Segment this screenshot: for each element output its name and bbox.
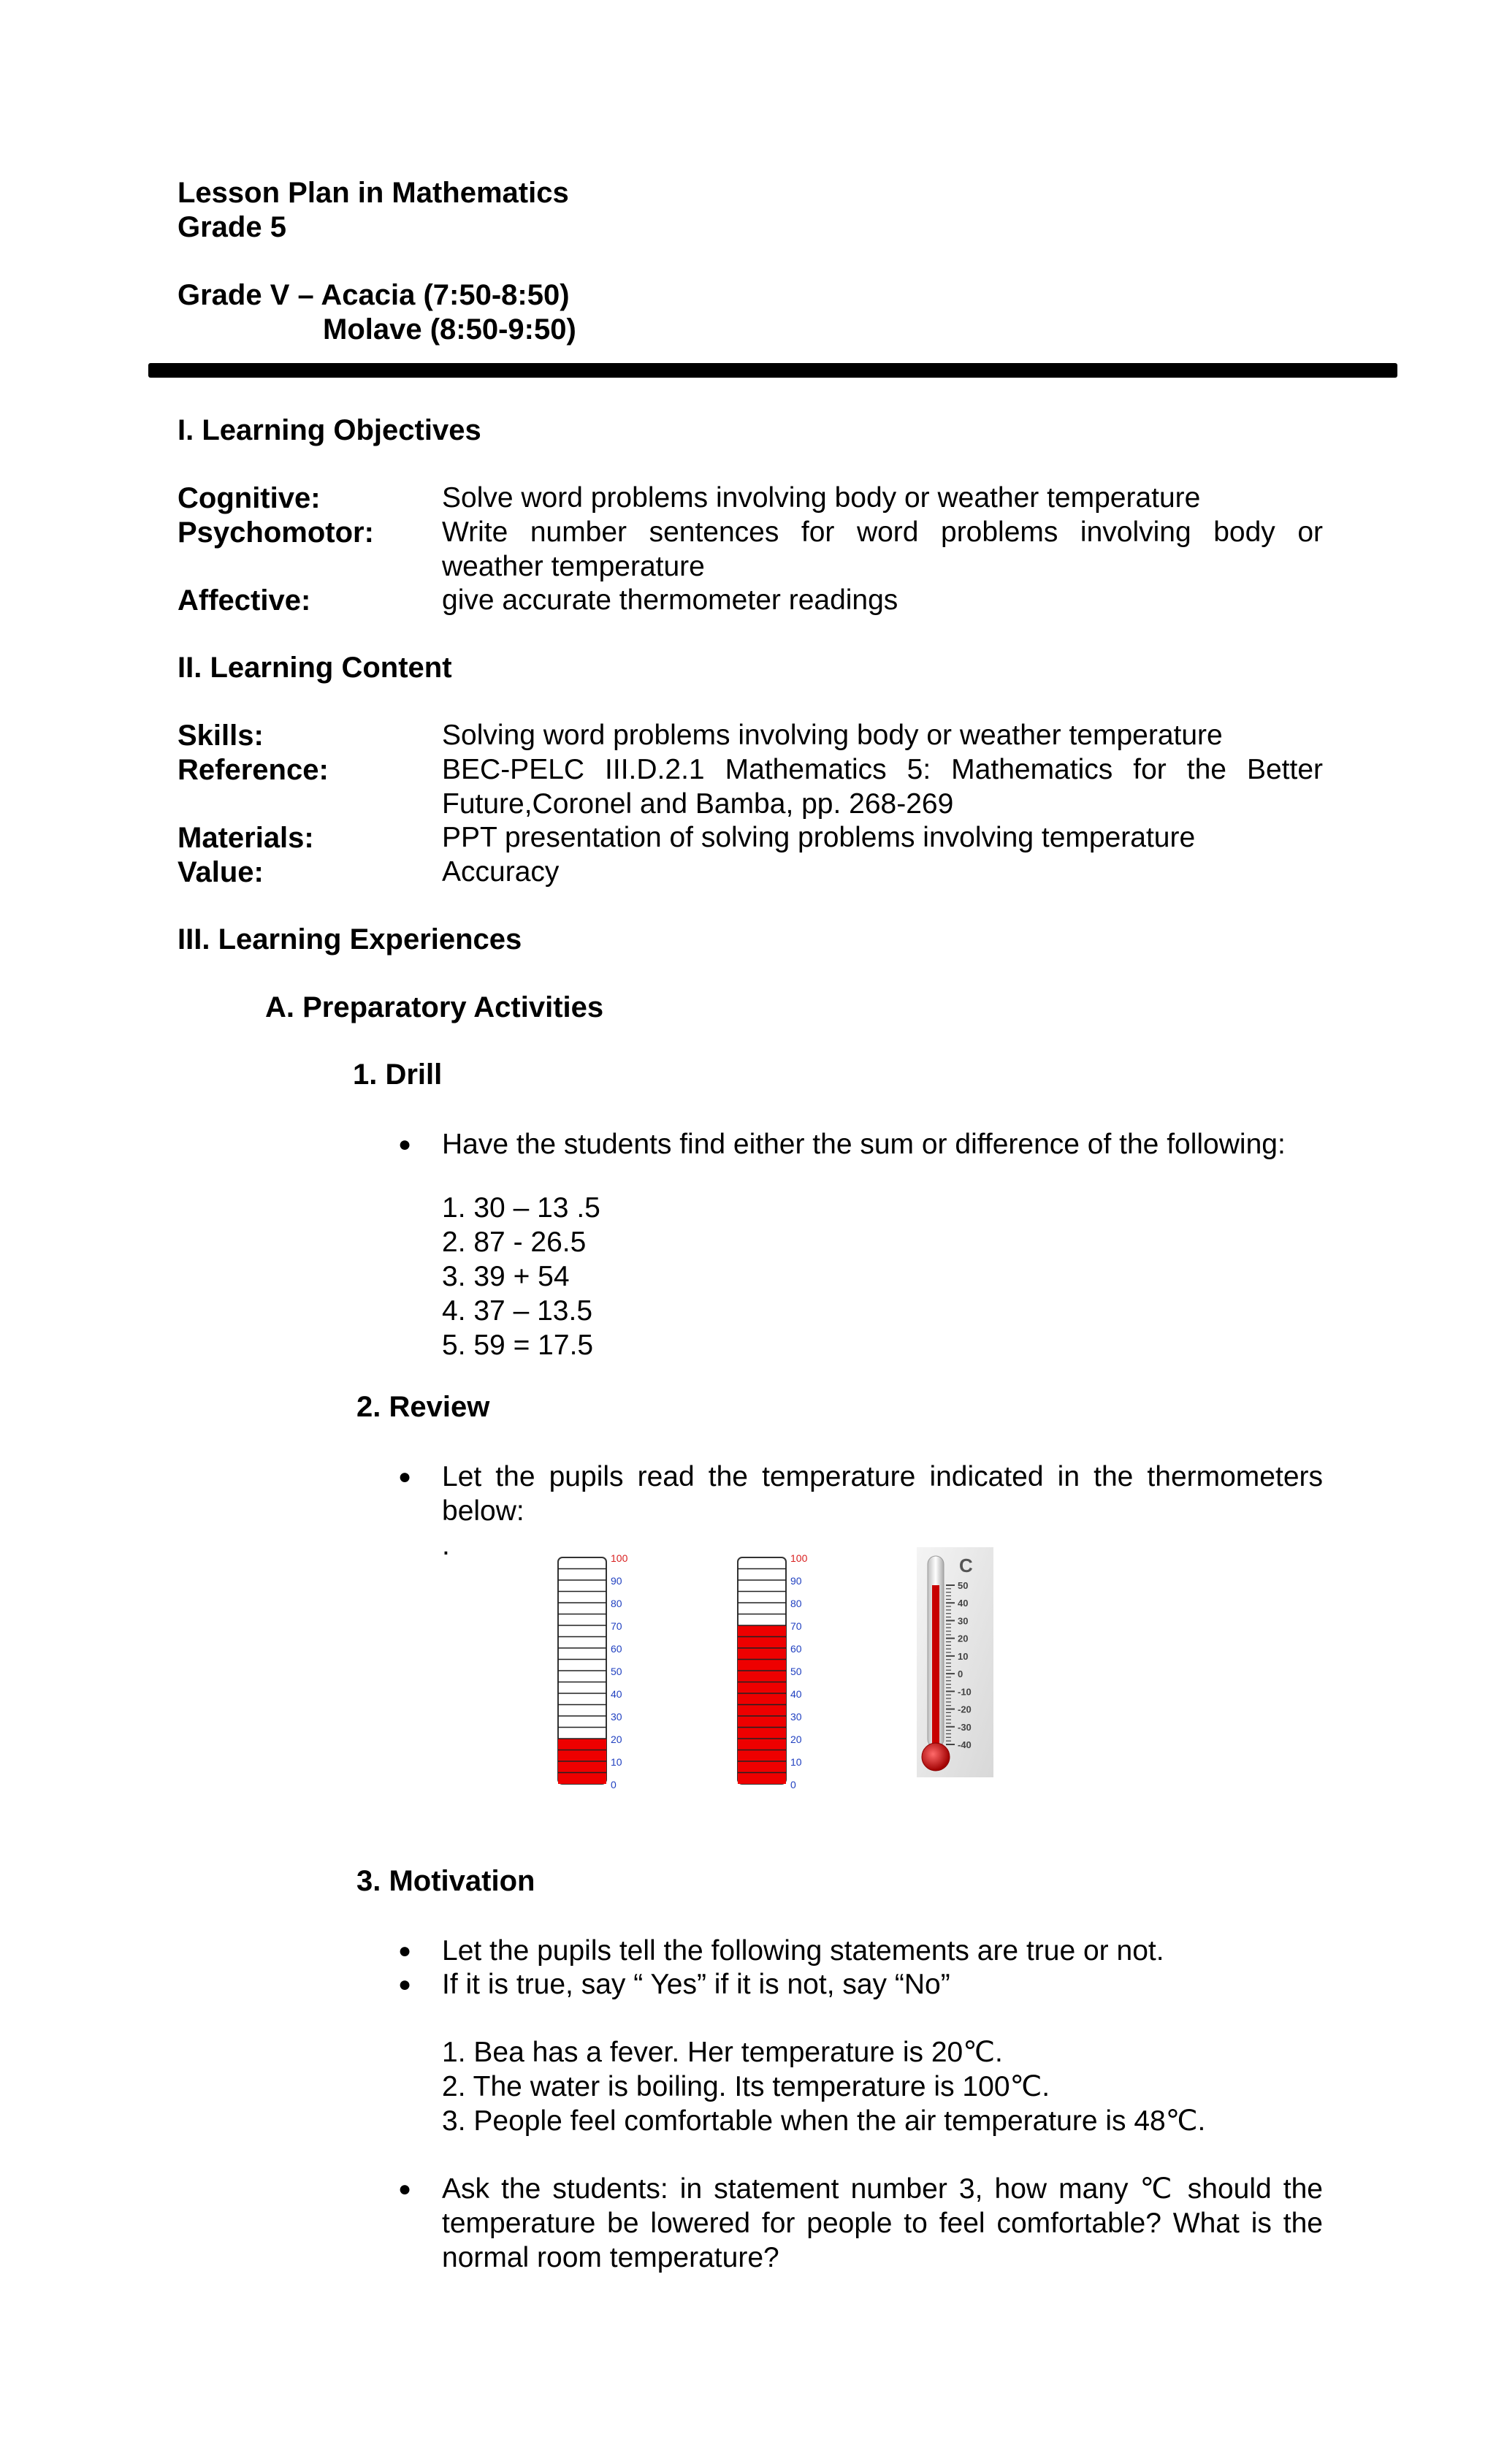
reference-label: Reference: bbox=[178, 754, 329, 786]
affective-text: give accurate thermometer readings bbox=[442, 584, 898, 616]
thermometer-1-scale-label: 70 bbox=[611, 1620, 622, 1632]
schedule-acacia: Grade V – Acacia (7:50-8:50) bbox=[178, 279, 570, 311]
preparatory-heading: A. Preparatory Activities bbox=[265, 991, 604, 1023]
drill-list bbox=[442, 1191, 600, 1362]
psychomotor-text-line1: Write number sentences for word problems involving body or bbox=[442, 516, 1323, 548]
thermometer-1-scale-label: 10 bbox=[611, 1756, 622, 1768]
materials-text: PPT presentation of solving problems involving temperature bbox=[442, 822, 1196, 853]
thermometer-2-scale-label: 70 bbox=[790, 1620, 802, 1632]
thermometer-celsius-label: 40 bbox=[958, 1598, 969, 1609]
objectives-heading: I. Learning Objectives bbox=[178, 414, 481, 446]
list-item: 2. 87 - 26.5 bbox=[442, 1227, 587, 1258]
thermometer-2-scale-label: 30 bbox=[790, 1711, 802, 1723]
reference-text-line1: BEC-PELC III.D.2.1 Mathematics 5: Mathematics for the Better bbox=[442, 754, 1323, 785]
review-dot: . bbox=[442, 1530, 450, 1561]
thermometer-2-scale-label: 80 bbox=[790, 1598, 802, 1609]
list-item: 1. 30 – 13 .5 bbox=[442, 1192, 600, 1224]
question-line3: normal room temperature? bbox=[442, 2242, 779, 2273]
cognitive-text: Solve word problems involving body or weather temperature bbox=[442, 482, 1201, 514]
header-divider bbox=[148, 363, 1397, 378]
thermometer-1-scale-label: 80 bbox=[611, 1598, 622, 1609]
drill-bullet-icon: ● bbox=[398, 1132, 412, 1156]
thermometer-celsius-label: -30 bbox=[958, 1721, 972, 1733]
grade-label: Grade 5 bbox=[178, 211, 286, 243]
list-item: 2. The water is boiling. Its temperature is 100℃. bbox=[442, 2071, 1050, 2102]
review-instruction-line1: Let the pupils read the temperature indicated in the thermometers bbox=[442, 1461, 1323, 1492]
thermometer-celsius-label: 10 bbox=[958, 1650, 969, 1662]
question-line1: Ask the students: in statement number 3, how many ℃ should the bbox=[442, 2173, 1323, 2205]
thermometer-celsius-label: 30 bbox=[958, 1615, 969, 1627]
thermometer-2-scale-label: 20 bbox=[790, 1733, 802, 1745]
psychomotor-label: Psychomotor: bbox=[178, 516, 374, 549]
review-bullet-icon: ● bbox=[398, 1465, 412, 1489]
thermometer-2-scale-label: 0 bbox=[790, 1779, 796, 1790]
list-item: 3. People feel comfortable when the air temperature is 48℃. bbox=[442, 2105, 1206, 2137]
motivation-bullet-icon: ● bbox=[398, 1972, 412, 1996]
thermometer-celsius bbox=[917, 1547, 993, 1777]
motivation-bullet-icon: ● bbox=[398, 1939, 412, 1963]
skills-label: Skills: bbox=[178, 720, 264, 752]
motivation-heading: 3. Motivation bbox=[356, 1865, 535, 1897]
motivation-instruction-2: If it is true, say “ Yes” if it is not, say “No” bbox=[442, 1969, 950, 2000]
list-item: 4. 37 – 13.5 bbox=[442, 1295, 593, 1327]
cognitive-label: Cognitive: bbox=[178, 482, 321, 514]
motivation-instruction-1: Let the pupils tell the following statements are true or not. bbox=[442, 1935, 1164, 1967]
thermometer-celsius-label: 50 bbox=[958, 1580, 969, 1591]
thermometer-2-scale-label: 10 bbox=[790, 1756, 802, 1768]
thermometer-2-scale-label: 40 bbox=[790, 1688, 802, 1700]
thermometer-1-scale-label: 100 bbox=[611, 1552, 628, 1564]
schedule-molave: Molave (8:50-9:50) bbox=[323, 313, 576, 346]
content-heading: II. Learning Content bbox=[178, 652, 452, 684]
motivation-statements bbox=[442, 2035, 1205, 2138]
reference-text-line2: Future,Coronel and Bamba, pp. 268-269 bbox=[442, 788, 954, 820]
drill-instruction: Have the students find either the sum or difference of the following: bbox=[442, 1129, 1286, 1160]
review-instruction-line2: below: bbox=[442, 1495, 524, 1527]
thermometer-2-scale-label: 50 bbox=[790, 1666, 802, 1677]
thermometer-celsius-label: -10 bbox=[958, 1686, 972, 1698]
thermometer-2-scale-label: 60 bbox=[790, 1643, 802, 1655]
thermometer-celsius-label: 20 bbox=[958, 1633, 969, 1644]
question-line2: temperature be lowered for people to feel comfortable? What is the bbox=[442, 2208, 1323, 2239]
experiences-heading: III. Learning Experiences bbox=[178, 923, 522, 956]
list-item: 1. Bea has a fever. Her temperature is 20℃. bbox=[442, 2037, 1003, 2068]
thermometer-1-scale-label: 90 bbox=[611, 1575, 622, 1587]
thermometer-1-scale-label: 0 bbox=[611, 1779, 617, 1790]
value-label: Value: bbox=[178, 856, 264, 888]
psychomotor-text-line2: weather temperature bbox=[442, 551, 705, 582]
list-item: 3. 39 + 54 bbox=[442, 1261, 570, 1292]
thermometer-1-scale-label: 50 bbox=[611, 1666, 622, 1677]
skills-text: Solving word problems involving body or weather temperature bbox=[442, 720, 1223, 751]
thermometer-2 bbox=[733, 1552, 828, 1793]
celsius-unit-label: C bbox=[959, 1555, 973, 1576]
review-heading: 2. Review bbox=[356, 1391, 490, 1423]
thermometer-2-scale-label: 90 bbox=[790, 1575, 802, 1587]
affective-label: Affective: bbox=[178, 584, 311, 617]
thermometer-1-scale-label: 40 bbox=[611, 1688, 622, 1700]
document-title: Lesson Plan in Mathematics bbox=[178, 177, 569, 209]
thermometer-1-scale-label: 30 bbox=[611, 1711, 622, 1723]
thermometer-1-scale-label: 60 bbox=[611, 1643, 622, 1655]
thermometer-celsius-label: -40 bbox=[958, 1739, 972, 1750]
value-text: Accuracy bbox=[442, 856, 560, 888]
thermometer-1-scale-label: 20 bbox=[611, 1733, 622, 1745]
list-item: 5. 59 = 17.5 bbox=[442, 1330, 594, 1361]
thermometer-celsius-label: -20 bbox=[958, 1704, 972, 1715]
thermometer-1 bbox=[554, 1552, 649, 1793]
thermometer-celsius-label: 0 bbox=[958, 1668, 963, 1680]
materials-label: Materials: bbox=[178, 822, 314, 854]
question-bullet-icon: ● bbox=[398, 2177, 412, 2201]
drill-heading: 1. Drill bbox=[353, 1059, 443, 1091]
thermometer-2-scale-label: 100 bbox=[790, 1552, 808, 1564]
